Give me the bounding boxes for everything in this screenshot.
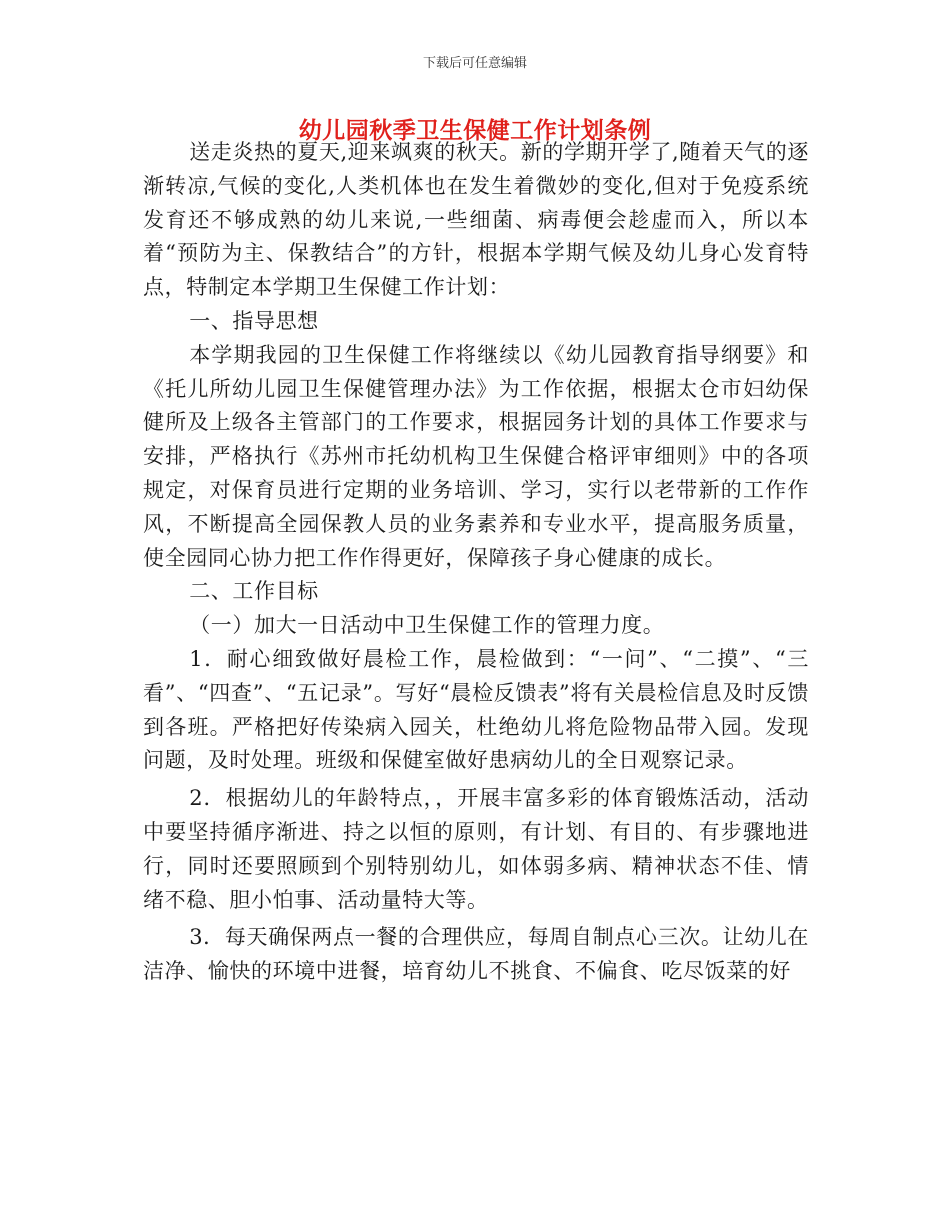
paragraph-item-2: 2．根据幼儿的年龄特点，，开展丰富多彩的体育锻炼活动，活动中要坚持循序渐进、持之以恒的原则，有计划、有目的、有步骤地进行，同时还要照顾到个别特别幼儿，如体弱多病、精神状态不佳、情绪不稳、胆小怕事、活动量特大等。 [143,786,809,912]
document-title: 幼儿园秋季卫生保健工作计划条例 [298,118,652,144]
section-heading-guiding-thought: 一、指导思想 [189,308,319,333]
header-note: 下载后可任意编辑 [422,56,527,71]
section-heading-work-goals: 二、工作目标 [189,579,319,604]
paragraph-item-1: 1．耐心细致做好晨检工作，晨检做到：“一问”、“二摸”、“三看”、“四查”、“五记录”。写好“晨检反馈表”将有关晨检信息及时反馈到各班。严格把好传染病入园关，杜绝幼儿将危险物品带入园。发现问题，及时处理。班级和保健室做好患病幼儿的全日观察记录。 [143,646,809,773]
subsection-heading-daily-activities: （一）加大一日活动中卫生保健工作的管理力度。 [189,613,665,638]
document-body [143,136,809,989]
paragraph-item-3: 3．每天确保两点一餐的合理供应，每周自制点心三次。让幼儿在洁净、愉快的环境中进餐，培育幼儿不挑食、不偏食、吃尽饭菜的好 [143,925,809,984]
paragraph-guiding-thought: 本学期我园的卫生保健工作将继续以《幼儿园教育指导纲要》和《托儿所幼儿园卫生保健管理办法》为工作依据，根据太仓市妇幼保健所及上级各主管部门的工作要求，根据园务计划的具体工作要求与安排，严格执行《苏州市托幼机构卫生保健合格评审细则》中的各项规定，对保育员进行定期的业务培训、学习，实行以老带新的工作作风，不断提高全园保教人员的业务素养和专业水平，提高服务质量，使全园同心协力把工作作得更好，保障孩子身心健康的成长。 [143,342,809,570]
paragraph-intro: 送走炎热的夏天,迎来飒爽的秋天。新的学期开学了,随着天气的逐渐转凉,气候的变化,人类机体也在发生着微妙的变化,但对于免疫系统发育还不够成熟的幼儿来说,一些细菌、病毒便会趁虚而入，所以本着“预防为主、保教结合”的方针，根据本学期气候及幼儿身心发育特点，特制定本学期卫生保健工作计划： [143,140,809,300]
